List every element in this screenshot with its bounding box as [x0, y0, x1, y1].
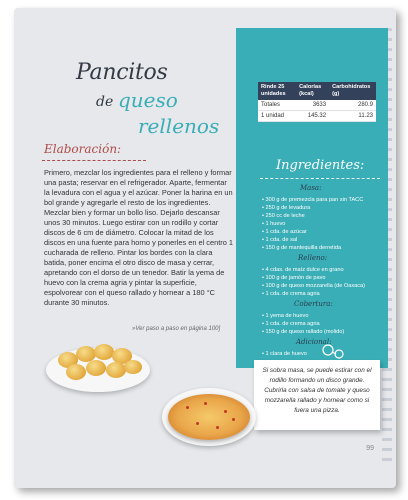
- pizza-topping: [204, 402, 207, 405]
- list-item: • 100 g de jamón de pavo: [262, 275, 326, 281]
- table-cell: 280.9: [329, 100, 376, 111]
- list-item: • 150 g de queso rallado (molido): [262, 329, 345, 335]
- pizza-topping: [196, 422, 199, 425]
- list-item: • 1 cda. de crema agria: [262, 321, 320, 327]
- title-line-2-de: de: [96, 94, 114, 110]
- list-item: • 1 huevo: [262, 221, 286, 227]
- ingredients-divider: [260, 178, 380, 179]
- nutrition-table-header: [258, 82, 376, 100]
- pizza-topping: [216, 426, 219, 429]
- list-item: • 300 g de premezcla para pan sin TACC: [262, 197, 364, 203]
- bread-roll: [106, 362, 126, 378]
- table-cell: Totales: [258, 100, 296, 111]
- nutrition-table: [258, 82, 376, 122]
- bread-roll: [124, 360, 142, 374]
- page-reference: »Ver paso a paso en página 100]: [132, 326, 221, 332]
- list-item: • 250 cc de leche: [262, 213, 305, 219]
- table-cell: 3633: [296, 100, 329, 111]
- list-item: • 1 yema de huevo: [262, 313, 309, 319]
- bread-roll: [94, 344, 114, 360]
- title-line-2-queso: queso: [118, 88, 178, 112]
- table-header-calories: Calorías (kcal): [296, 82, 329, 100]
- table-row: [258, 111, 376, 122]
- list-item: • 1 cda. de azúcar: [262, 229, 307, 235]
- table-header-yield: Rinde 25 unidades: [258, 82, 296, 100]
- list-item: • 250 g de levadura: [262, 205, 311, 211]
- list-item: • 150 g de mantequilla derretida: [262, 245, 342, 251]
- section-adicional: Adicional:: [296, 338, 332, 346]
- page-number: 99: [366, 445, 374, 452]
- ingredients-heading: Ingredientes:: [276, 158, 365, 173]
- table-row: [258, 100, 376, 111]
- pizza-topping: [232, 418, 235, 421]
- pizza: [168, 394, 250, 440]
- list-item: • 4 cdas. de maíz dulce en grano: [262, 267, 344, 273]
- table-cell: 145.32: [296, 111, 329, 122]
- cookbook-page: [14, 8, 396, 488]
- list-item: • 100 g de queso mozzarella (de Oaxaca): [262, 283, 366, 289]
- list-item: • 1 cda. de crema agria: [262, 291, 320, 297]
- list-item: • 1 cda. de sal: [262, 237, 298, 243]
- table-cell: 1 unidad: [258, 111, 296, 122]
- title-line-3: rellenos: [138, 114, 220, 138]
- title-line-1: Pancitos: [76, 60, 168, 85]
- elaboracion-text: Primero, mezclar los ingredientes para el relleno y formar una pasta; reservar en el refrigerador. Aparte, fermentar la levadura con el agua y el azúcar. Poner la harina en un bol grande y agregarle el resto de los ingredientes. Mezclar bien y formar un bollo liso. Dejarlo descansar unos 30 minutos. Luego estirar con un rodillo y cortar discos de 6 cm de diámetro. Colocar la mitad de los discos en una fuente para horno y ponerles en el centro 1 cucharada de relleno. Pintar los bordes con la clara batida, poner encima el otro disco de masa y cerrar, apretando con el dorso de un tenedor. Batir la yema de huevo con la crema agria y pintar la superficie, espolvorear con el queso rallado y hornear a 180 °C durante 30 minutos.: [44, 168, 233, 307]
- section-cobertura: Cobertura:: [294, 300, 333, 308]
- bread-roll: [66, 364, 86, 380]
- table-cell: 11.23: [329, 111, 376, 122]
- section-relleno: Relleno:: [298, 254, 328, 262]
- elaboracion-heading: Elaboración:: [44, 142, 122, 156]
- tip-note-text: Si sobra masa, se puede estirar con el rodillo formando un disco grande. Cubrirla con salsa de tomate y queso mozzarella rallado y hornear como si fuera una pizza.: [262, 367, 372, 414]
- pizza-topping: [186, 406, 189, 409]
- list-item: • 1 clara de huevo: [262, 351, 307, 357]
- elaboracion-divider: [42, 160, 146, 161]
- tip-note-card: [254, 360, 380, 430]
- table-header-carbs: Carbohidratos (g): [329, 82, 376, 100]
- section-masa: Masa:: [300, 184, 322, 192]
- bread-roll: [86, 360, 106, 376]
- pizza-topping: [224, 410, 227, 413]
